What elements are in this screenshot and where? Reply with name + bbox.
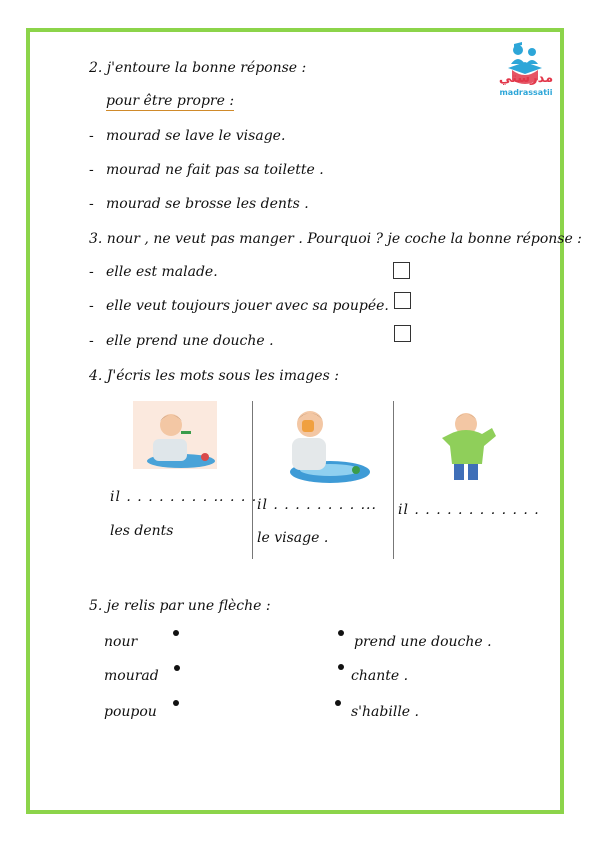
q5-left-3: poupou [104, 704, 157, 720]
q5-left-1: nour [104, 634, 138, 650]
getting-dressed-image [440, 406, 500, 486]
column-divider [393, 401, 394, 559]
logo-arabic-text: مدرستي [498, 71, 554, 86]
q2-option-2[interactable]: mourad ne fait pas sa toilette . [106, 162, 324, 178]
bullet-dash: - [89, 298, 94, 314]
washing-face-image [272, 404, 372, 486]
bullet-dash: - [89, 264, 94, 280]
q5-right-2: chante . [351, 668, 409, 684]
q3-title: 3. nour , ne veut pas manger . Pourquoi ? je coche la bonne réponse : [89, 231, 582, 247]
q3-option-3: elle prend une douche . [106, 333, 274, 349]
q3-checkbox-3[interactable] [394, 325, 411, 342]
q2-option-1[interactable]: mourad se lave le visage. [106, 128, 286, 144]
q4-cell1-line1[interactable]: il . . . . . . . . .. . . . [110, 489, 258, 505]
q5-left-2: mourad [104, 668, 159, 684]
q4-cell2-line2: le visage . [257, 530, 329, 546]
q2-option-3[interactable]: mourad se brosse les dents . [106, 196, 309, 212]
bullet-dash: - [89, 196, 94, 212]
q5-title: 5. je relis par une flèche : [89, 598, 271, 614]
match-dot-left[interactable] [174, 665, 180, 671]
match-dot-left[interactable] [173, 700, 179, 706]
q3-option-1: elle est malade. [106, 264, 218, 280]
q4-title: 4. J'écris les mots sous les images : [89, 368, 339, 384]
match-dot-left[interactable] [173, 630, 179, 636]
match-dot-right[interactable] [338, 630, 344, 636]
q3-option-2: elle veut toujours jouer avec sa poupée. [106, 298, 389, 314]
q4-cell2-line1[interactable]: il . . . . . . . . ... [257, 497, 377, 513]
q4-cell1-line2: les dents [110, 523, 174, 539]
bullet-dash: - [89, 162, 94, 178]
q2-title: 2. j'entoure la bonne réponse : [89, 60, 307, 76]
q4-cell3-line1[interactable]: il . . . . . . . . . . . . [398, 502, 540, 518]
q2-subtitle: pour être propre : [106, 93, 235, 109]
bullet-dash: - [89, 128, 94, 144]
match-dot-right[interactable] [335, 700, 341, 706]
q5-right-3: s'habille . [351, 704, 419, 720]
q3-checkbox-2[interactable] [394, 292, 411, 309]
brushing-teeth-image [133, 401, 217, 469]
q5-right-1: prend une douche . [354, 634, 492, 650]
match-dot-right[interactable] [338, 664, 344, 670]
column-divider [252, 401, 253, 559]
logo-latin-text: madrassatii [499, 88, 553, 97]
bullet-dash: - [89, 333, 94, 349]
q3-checkbox-1[interactable] [393, 262, 410, 279]
